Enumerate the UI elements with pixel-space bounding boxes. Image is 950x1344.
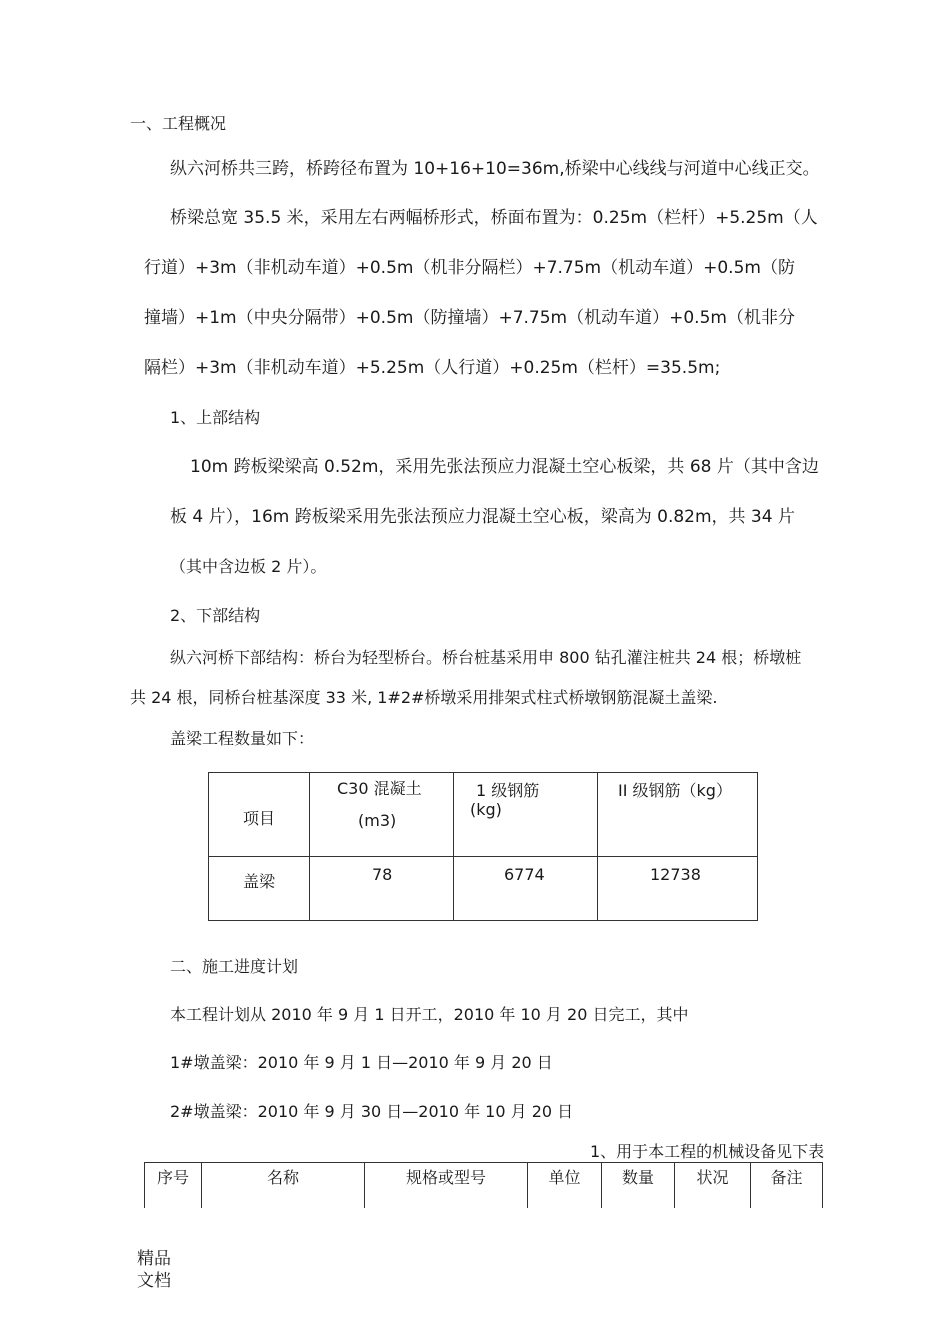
- paragraph-bridge-span: 纵六河桥共三跨，桥跨径布置为 10+16+10=36m,桥梁中心线线与河道中心线正交。: [170, 159, 820, 179]
- header-cell-spec: 规格或型号: [365, 1163, 528, 1209]
- header-c30-label: C30 混凝土: [337, 779, 422, 798]
- row-grade1-value: 6774: [504, 865, 545, 884]
- equipment-table: [144, 1162, 823, 1208]
- header-cell-quantity: 数量: [602, 1163, 675, 1209]
- watermark-footer: [137, 1248, 171, 1292]
- paragraph-bridge-width-line2: 行道）+3m（非机动车道）+0.5m（机非分隔栏）+7.75m（机动车道）+0.5m（防: [144, 258, 795, 278]
- header-item-label: 项目: [243, 809, 276, 828]
- paragraph-substructure-line2: 共 24 根，同桥台桩基深度 33 米, 1#2#桥墩采用排架式柱式桥墩钢筋混凝土盖梁.: [130, 688, 718, 707]
- header-cell-item: [209, 773, 310, 857]
- paragraph-bridge-width-line3: 撞墙）+1m（中央分隔带）+0.5m（防撞墙）+7.75m（机动车道）+0.5m（机非分: [144, 308, 795, 328]
- row-cell-c30: [310, 857, 454, 921]
- section-title-schedule: 二、施工进度计划: [170, 957, 299, 976]
- paragraph-schedule-pier2: 2#墩盖梁：2010 年 9 月 30 日—2010 年 10 月 20 日: [170, 1102, 574, 1121]
- section-title-overview: 一、工程概况: [130, 114, 227, 133]
- header-grade2-label: II 级钢筋（kg）: [618, 781, 732, 800]
- paragraph-superstructure-line1: 10m 跨板梁梁高 0.52m，采用先张法预应力混凝土空心板梁，共 68 片（其中含边: [190, 457, 819, 477]
- cap-beam-quantity-table: [208, 772, 758, 921]
- header-grade1-unit: (kg): [470, 800, 502, 819]
- paragraph-schedule-overall: 本工程计划从 2010 年 9 月 1 日开工，2010 年 10 月 20 日完工，其中: [170, 1005, 689, 1024]
- footer-line2: 文档: [137, 1271, 171, 1291]
- header-cell-unit: 单位: [528, 1163, 602, 1209]
- subsection-title-substructure: 2、下部结构: [170, 606, 261, 625]
- paragraph-cap-beam-intro: 盖梁工程数量如下：: [170, 729, 315, 748]
- paragraph-superstructure-line2: 板 4 片），16m 跨板梁采用先张法预应力混凝土空心板，梁高为 0.82m，共 34 片: [170, 507, 795, 527]
- table-header-row: [209, 773, 758, 857]
- header-c30-unit: (m3): [358, 811, 397, 830]
- header-cell-name: 名称: [202, 1163, 365, 1209]
- header-cell-grade2-rebar: [598, 773, 758, 857]
- header-cell-remarks: 备注: [751, 1163, 823, 1209]
- footer-line1: 精品: [137, 1249, 171, 1269]
- paragraph-bridge-width-line1: 桥梁总宽 35.5 米，采用左右两幅桥形式，桥面布置为：0.25m（栏杆）+5.25m（人: [170, 208, 818, 228]
- header-cell-serial: 序号: [145, 1163, 202, 1209]
- paragraph-bridge-width-line4: 隔栏）+3m（非机动车道）+5.25m（人行道）+0.25m（栏杆）=35.5m;: [144, 358, 721, 378]
- equipment-table-caption: 1、用于本工程的机械设备见下表: [590, 1142, 825, 1161]
- header-cell-grade1-rebar: [454, 773, 598, 857]
- table-header-row: [145, 1163, 823, 1209]
- row-grade2-value: 12738: [650, 865, 701, 884]
- subsection-title-superstructure: 1、上部结构: [170, 408, 261, 427]
- table-row: [209, 857, 758, 921]
- row-c30-value: 78: [372, 865, 393, 884]
- paragraph-superstructure-line3: （其中含边板 2 片）。: [170, 557, 327, 576]
- header-grade1-label: 1 级钢筋: [476, 781, 540, 800]
- paragraph-substructure-line1: 纵六河桥下部结构：桥台为轻型桥台。桥台桩基采用申 800 钻孔灌注桩共 24 根；桥墩桩: [170, 648, 802, 667]
- row-name-text: 盖梁: [243, 872, 276, 891]
- paragraph-schedule-pier1: 1#墩盖梁：2010 年 9 月 1 日—2010 年 9 月 20 日: [170, 1053, 553, 1072]
- header-cell-condition: 状况: [675, 1163, 751, 1209]
- row-cell-name: [209, 857, 310, 921]
- row-cell-grade1: [454, 857, 598, 921]
- header-cell-c30: [310, 773, 454, 857]
- row-cell-grade2: [598, 857, 758, 921]
